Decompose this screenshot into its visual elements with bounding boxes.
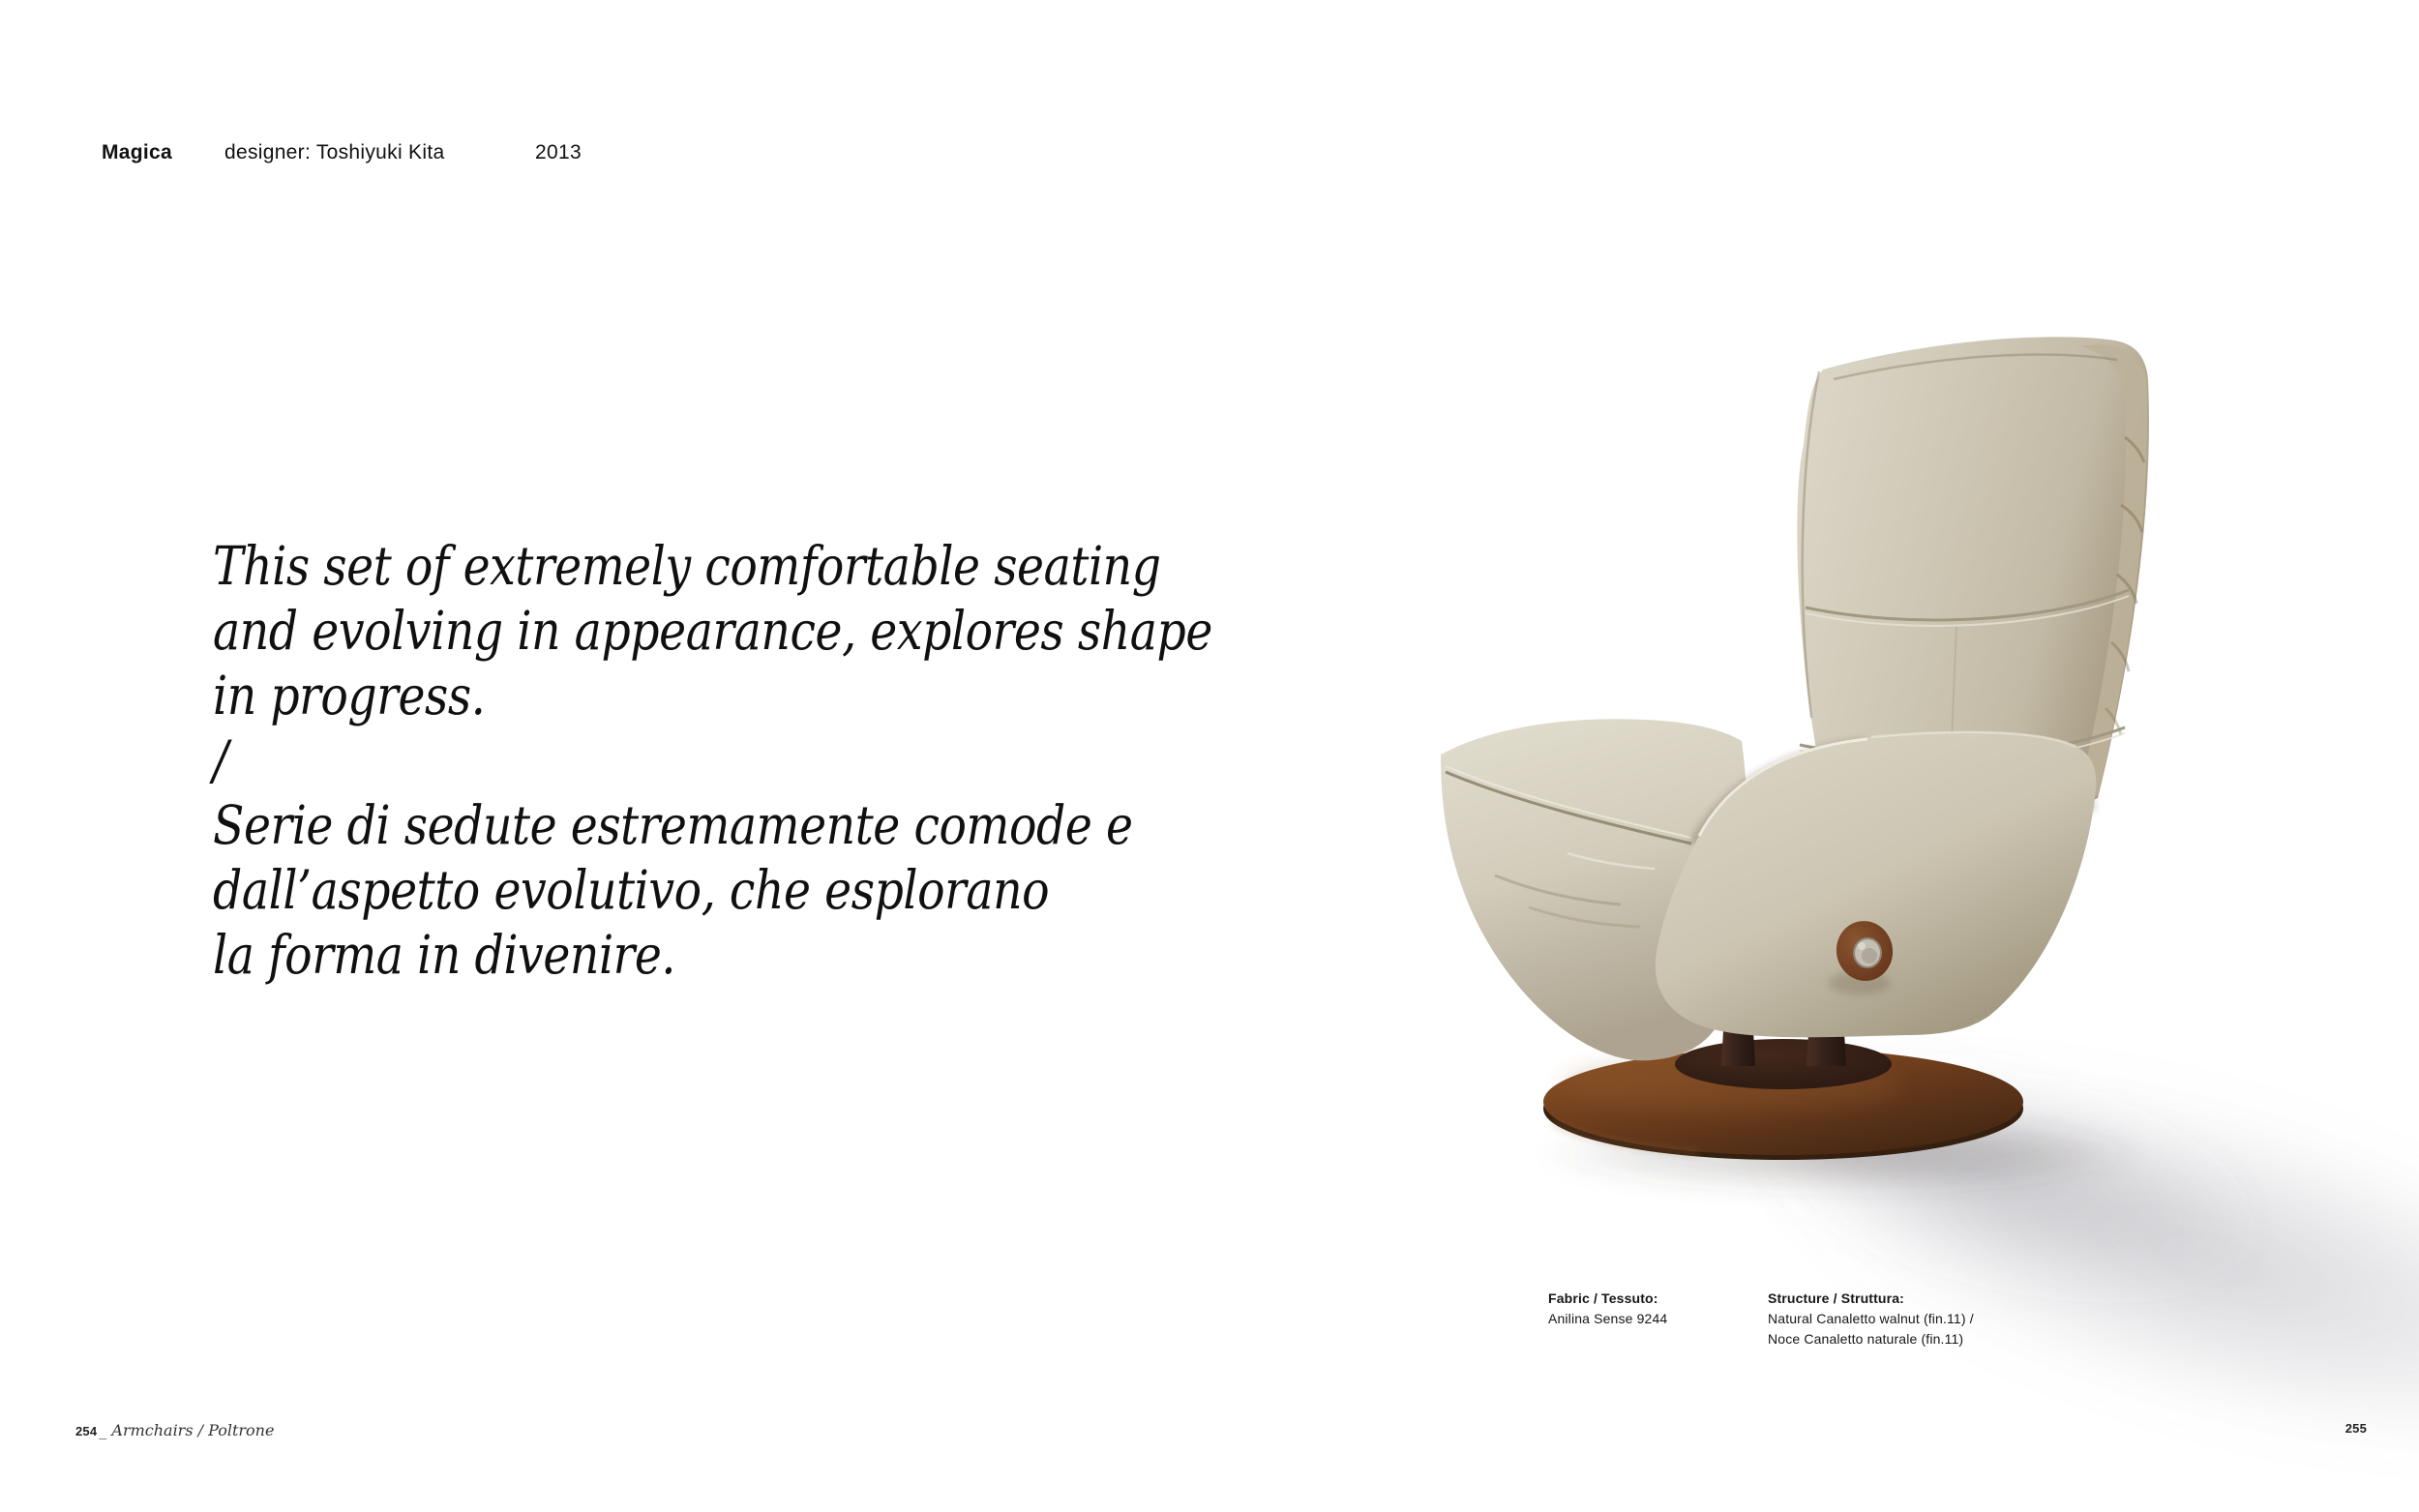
- description-line: and evolving in appearance, explores shape: [213, 600, 1212, 662]
- description-line: dall’aspetto evolutivo, che esplorano: [213, 859, 1050, 921]
- footer-left: [75, 1421, 274, 1439]
- product-name: Magica: [102, 141, 172, 163]
- fabric-spec: [1548, 1289, 1667, 1329]
- fabric-label: Fabric / Tessuto:: [1548, 1290, 1658, 1306]
- fabric-value: Anilina Sense 9244: [1548, 1311, 1668, 1326]
- designer-credit: designer: Toshiyuki Kita: [224, 141, 445, 163]
- design-year: 2013: [535, 141, 582, 163]
- description-line: Serie di sedute estremamente comode e: [213, 794, 1133, 856]
- structure-value-line2: Noce Canaletto naturale (fin.11): [1768, 1331, 1964, 1347]
- structure-value-line1: Natural Canaletto walnut (fin.11) /: [1768, 1311, 1974, 1326]
- structure-label: Structure / Struttura:: [1768, 1290, 1904, 1306]
- structure-spec: [1768, 1289, 1974, 1349]
- page-number-right: 255: [2344, 1421, 2367, 1436]
- page-number-left: 254: [75, 1424, 98, 1438]
- description-line: This set of extremely comfortable seating: [213, 535, 1161, 597]
- description-separator: /: [213, 729, 228, 791]
- pedestal-disc: [1675, 1039, 1892, 1089]
- section-title: _ Armchairs / Poltrone: [99, 1421, 275, 1439]
- description-line: la forma in divenire.: [213, 924, 675, 986]
- description-line: in progress.: [213, 665, 486, 726]
